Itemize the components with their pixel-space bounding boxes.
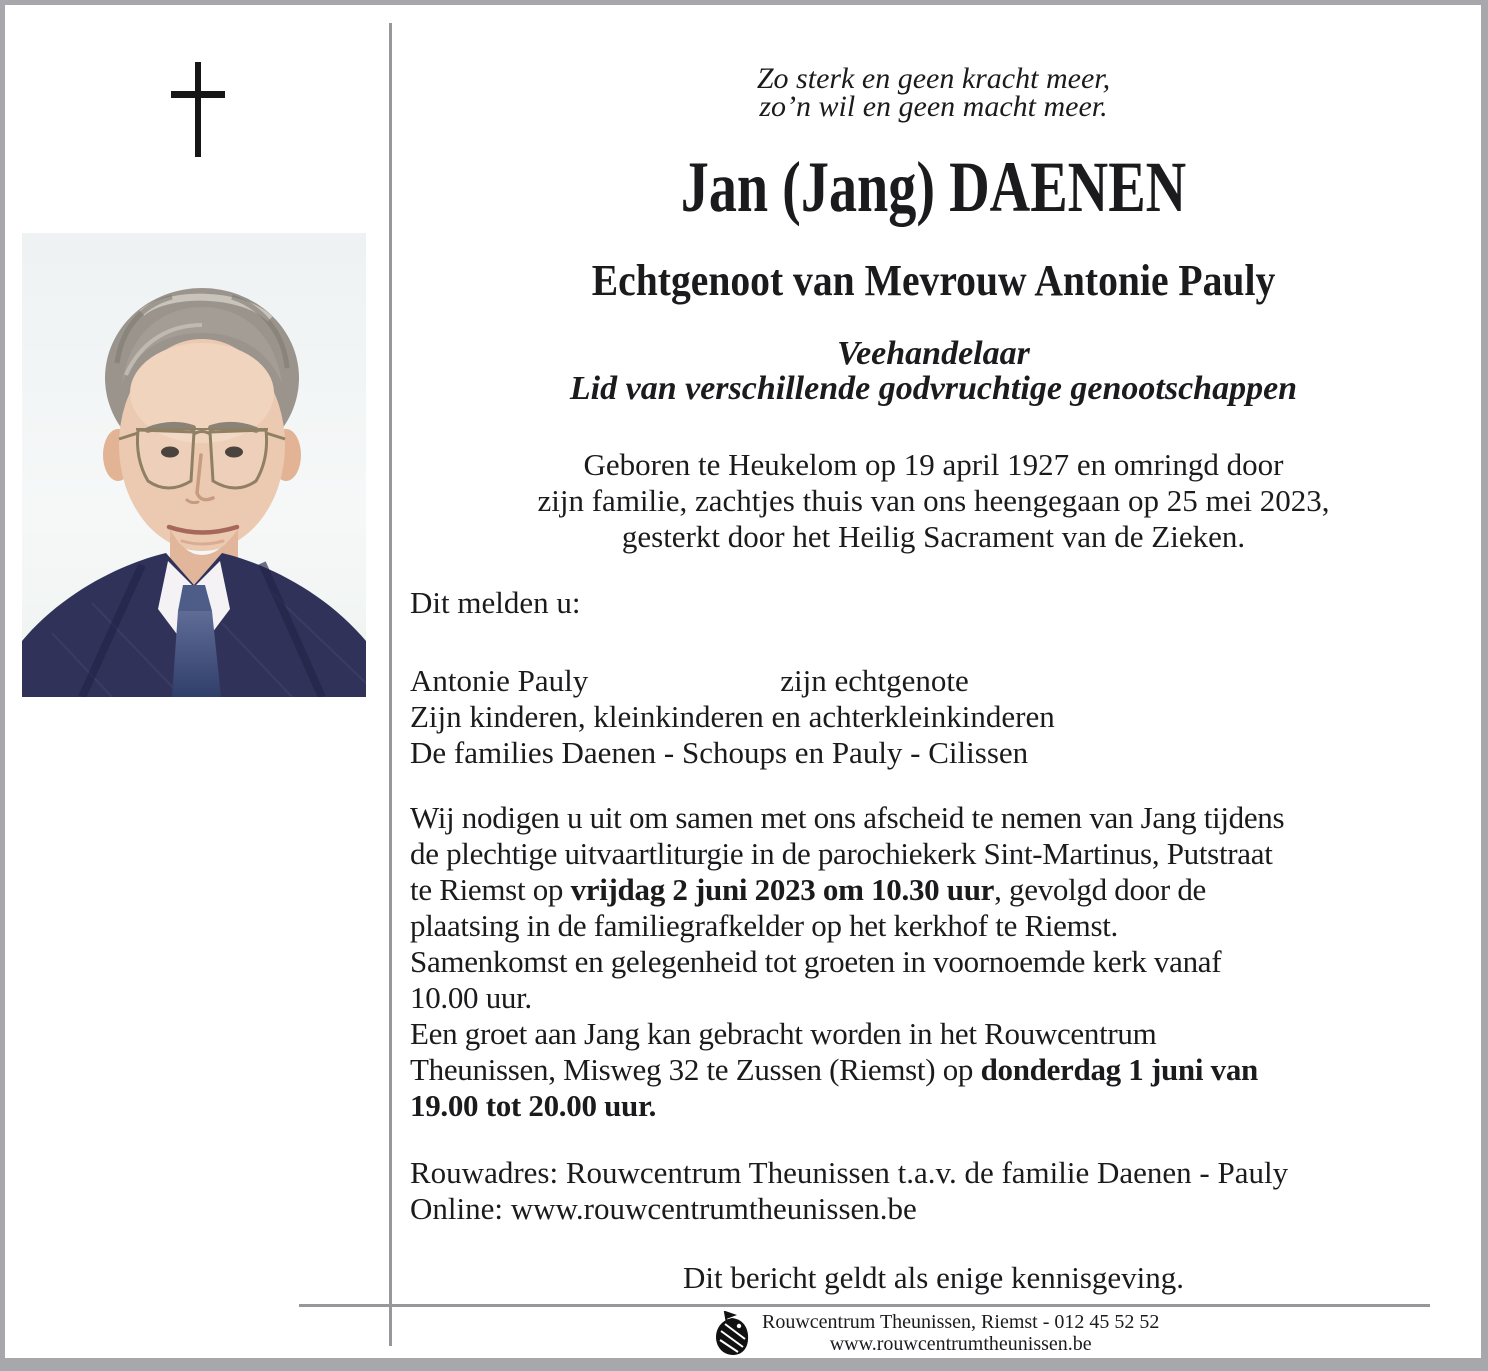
footer [5, 1311, 1481, 1361]
spouse-line: Echtgenoot van Mevrouw Antonie Pauly [591, 256, 1276, 305]
family-list: Antonie Pauly zijn echtgenote Zijn kinderen, kleinkinderen en achterkleinkinderen De families Daenen - Schoups en Pauly - Cilissen [410, 663, 1055, 770]
ceremony-details: Wij nodigen u uit om samen met ons afscheid te nemen van Jang tijdens de plechtige uitvaartliturgie in de parochiekerk Sint-Martinus, Putstraat te Riemst op vrijdag 2 juni 2023 om 10.30 uur, gevolgd door de plaatsing in de familiegrafkelder op het kerkhof te Riemst. Samenkomst en gelegenheid tot groeten in voornoemde kerk vanaf 10.00 uur. Een groet aan Jang kan gebracht worden in het Rouwcentrum Theunissen, Misweg 32 te Zussen (Riemst) op donderdag 1 juni van 19.00 tot 20.00 uur. [410, 800, 1285, 1123]
life-summary: Geboren te Heukelom op 19 april 1927 en omringd door zijn familie, zachtjes thuis van ons heengegaan op 25 mei 2023, gesterkt door het Heilig Sacrament van de Zieken. [537, 447, 1330, 554]
footer-text [762, 1311, 1159, 1353]
funeral-home-crest-icon [712, 1311, 752, 1356]
portrait-photo [22, 233, 366, 697]
opening-quote: Zo sterk en geen kracht meer, zo’n wil en geen macht meer. [756, 62, 1111, 123]
closing-line: Dit bericht geldt als enige kennisgeving. [682, 1260, 1185, 1295]
footer-name-line: Rouwcentrum Theunissen, Riemst - 012 45 52 52 [762, 1311, 1160, 1333]
announcement-intro: Dit melden u: [410, 585, 581, 620]
footer-website-line: www.rouwcentrumtheunissen.be [829, 1333, 1092, 1355]
profession-and-memberships: Veehandelaar Lid van verschillende godvruchtige genootschappen [569, 335, 1298, 407]
footer-divider [299, 1304, 1430, 1307]
deceased-name: Jan (Jang) DAENEN [680, 147, 1187, 227]
obituary-card [5, 5, 1481, 1358]
contact-block: Rouwadres: Rouwcentrum Theunissen t.a.v. de familie Daenen - Pauly Online: www.rouwcentrumtheunissen.be [410, 1155, 1289, 1226]
announcement-column [386, 5, 1481, 1358]
